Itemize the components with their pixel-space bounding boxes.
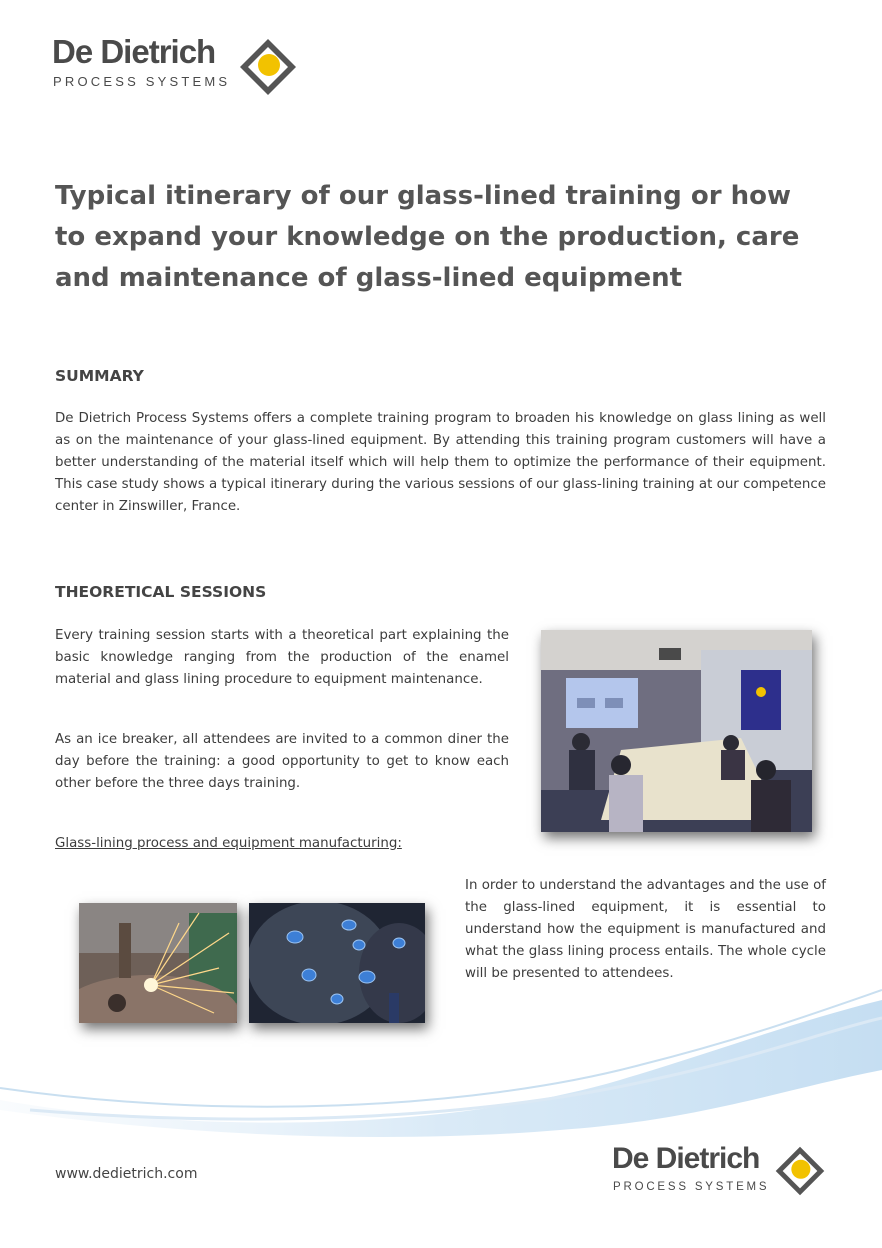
header-logo[interactable] [52,34,302,96]
training-room-photo [541,630,812,832]
glass-lined-vessels-photo [249,903,425,1023]
manufacturing-text: In order to understand the advantages and the use of the glass-lined equipment, it is essential to understand how the equipment is manufactured and what the glass lining process entails. The whole cycle will be presented to attendees. [465,878,826,981]
logo-subtitle: PROCESS SYSTEMS [53,74,231,89]
summary-heading: SUMMARY [55,367,144,385]
theoretical-para-1: Every training session starts with a theoretical part explaining the basic knowledge ranging from the production of the enamel material and glass lining procedure to equipment maintenance. [55,628,509,687]
theoretical-heading: THEORETICAL SESSIONS [55,583,267,601]
footer-logo-subtitle: PROCESS SYSTEMS [613,1181,770,1193]
footer-url[interactable]: www.dedietrich.com [55,1166,198,1182]
logo-name: De Dietrich [52,33,216,70]
diamond-logo-icon [238,37,298,97]
footer-logo-name: De Dietrich [612,1142,760,1175]
manufacturing-heading: Glass-lining process and equipment manufacturing: [55,836,402,851]
footer-diamond-logo-icon [774,1145,826,1197]
theoretical-para-2: As an ice breaker, all attendees are invited to a common diner the day before the training: a good opportunity to get to know each other before the three days training. [55,732,509,791]
footer-logo[interactable] [612,1143,828,1199]
summary-text: De Dietrich Process Systems offers a complete training program to broaden his knowledge on glass lining as well as on the maintenance of your glass-lined equipment. By attending this training program customers will have a better understanding of the material itself which will help them to optimize the performance of their equipment. This case study shows a typical itinerary during the various sessions of our glass-lining training at our competence center in Zinswiller, France. [55,411,826,514]
welding-sparks-photo [79,903,237,1023]
page-title: Typical itinerary of our glass-lined training or how to expand your knowledge on the production, care and maintenance of glass-lined equipment [55,181,800,293]
